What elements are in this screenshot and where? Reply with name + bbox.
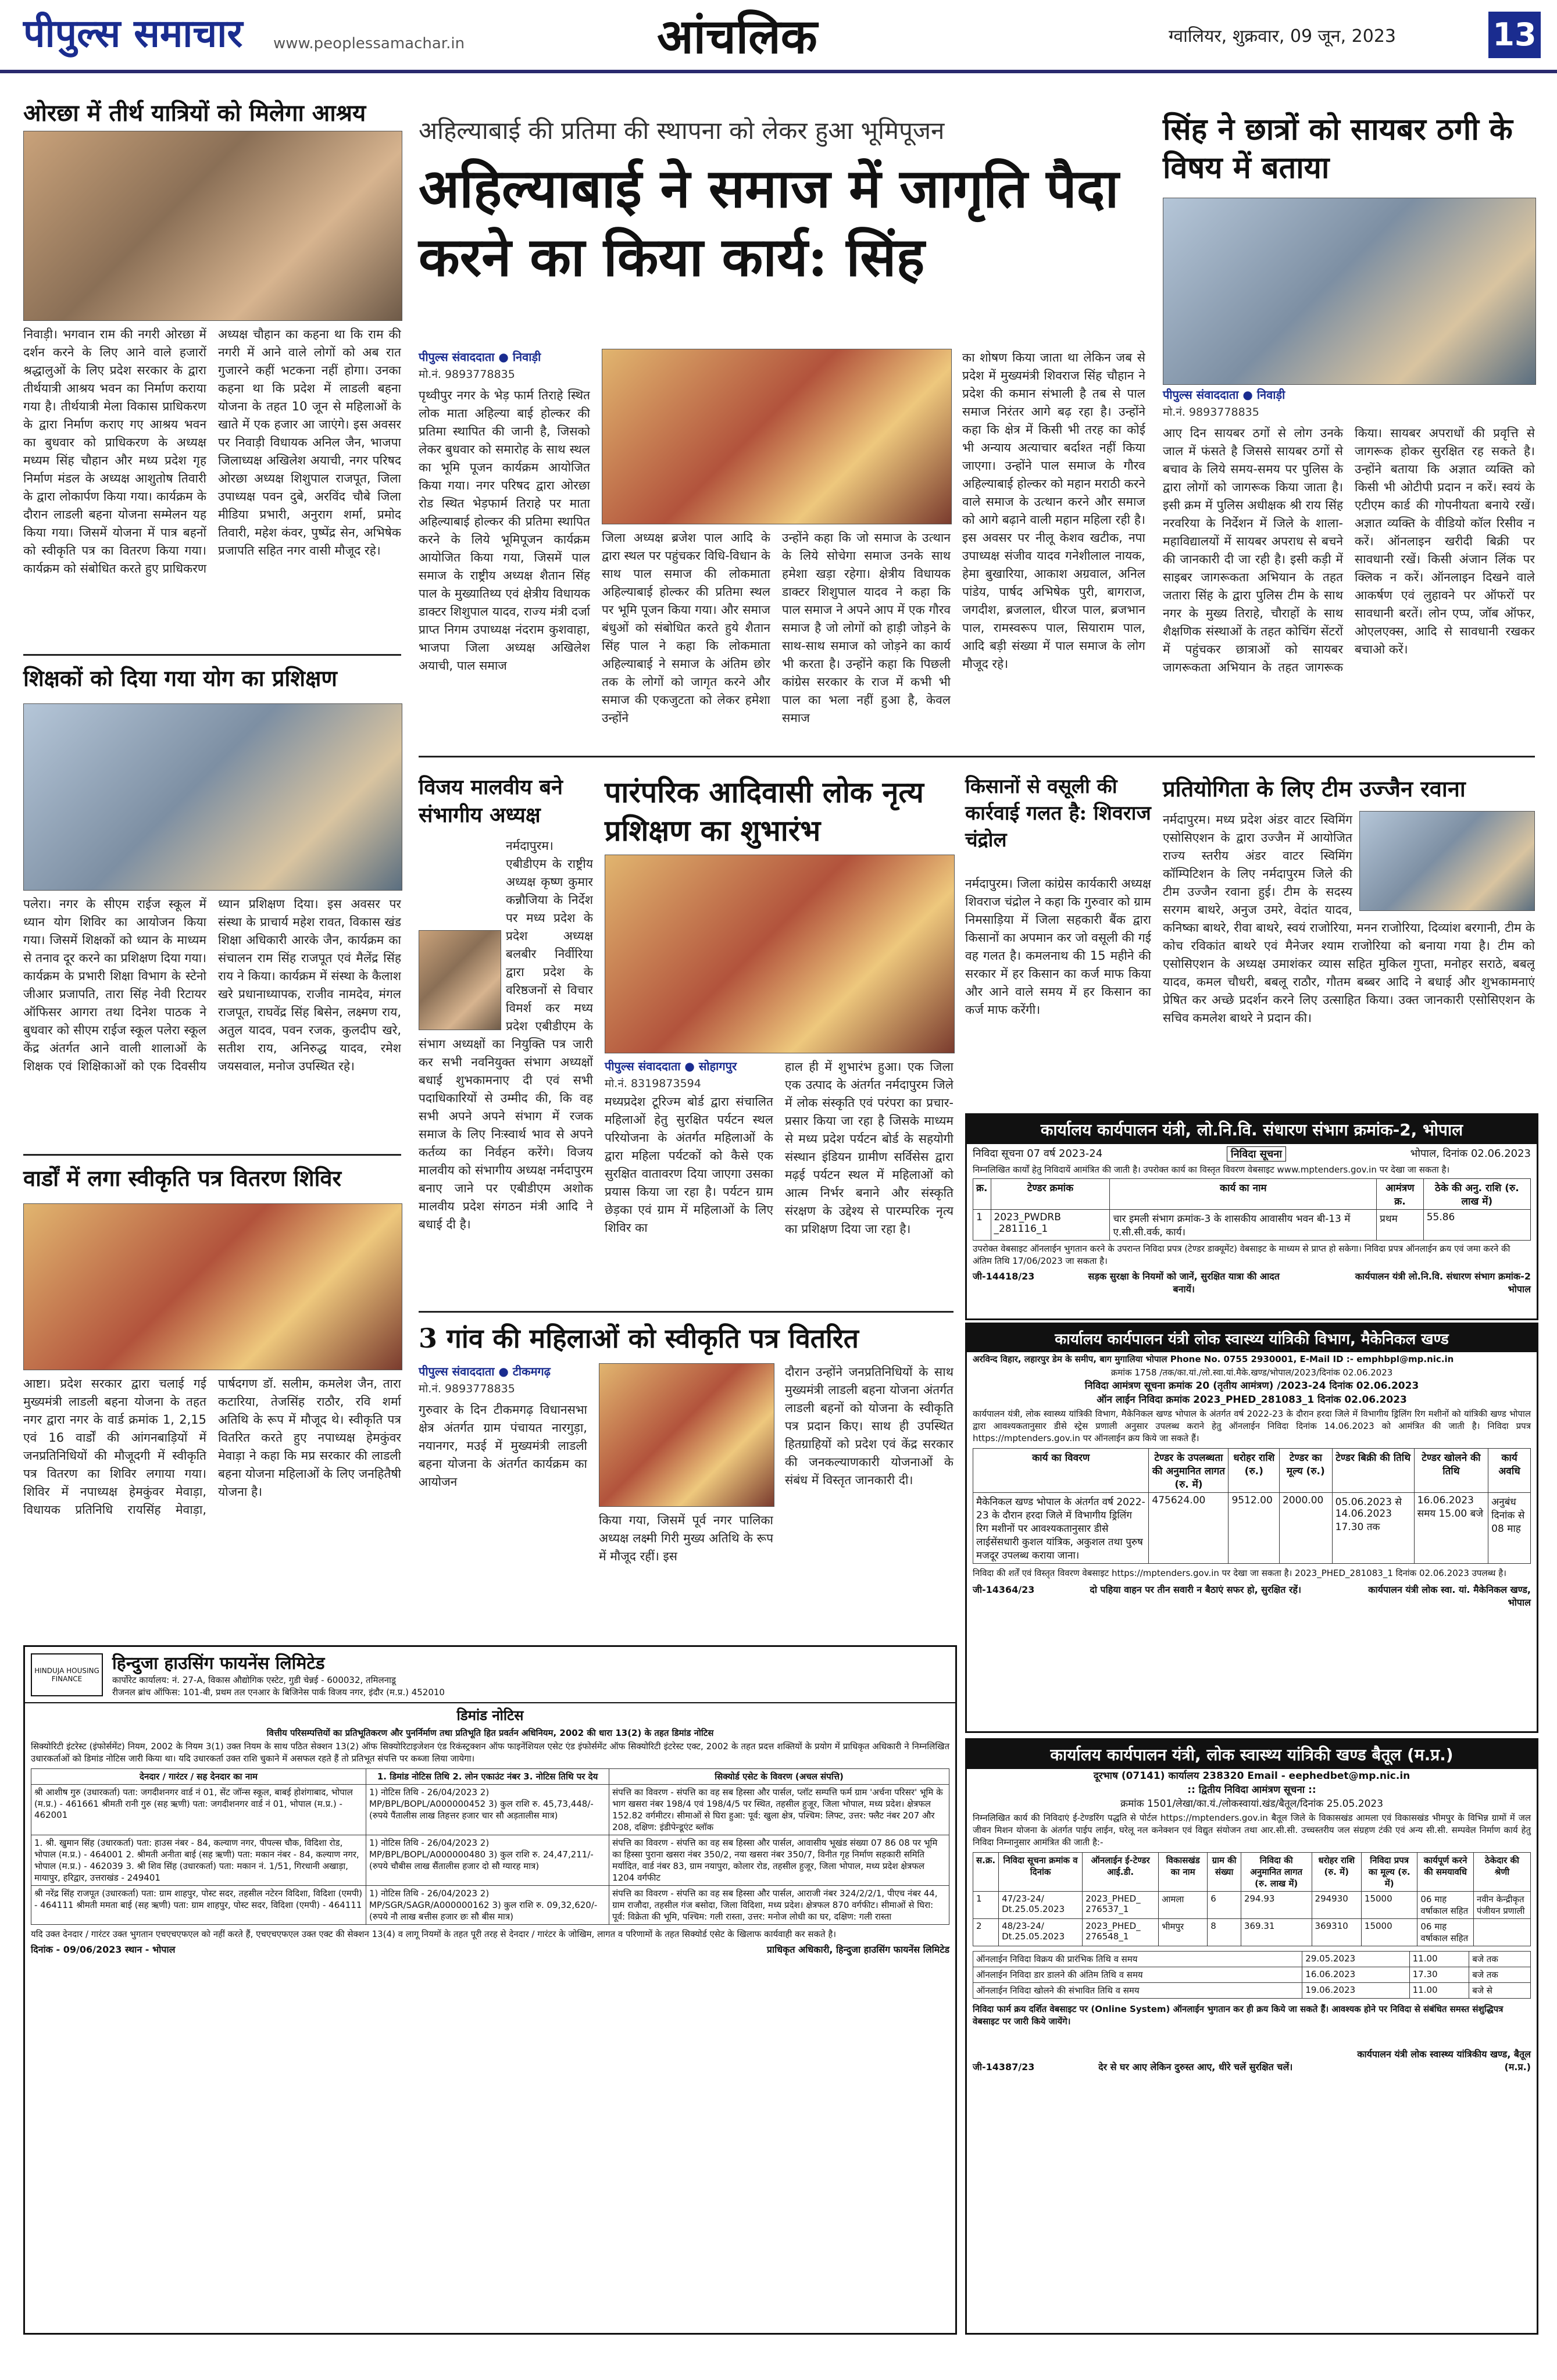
table-cell: 2 [973, 1919, 999, 1946]
table-cell: अनुबंध दिनांक से 08 माह [1488, 1493, 1531, 1564]
orchha-headline: ओरछा में तीर्थ यात्रियों को मिलेगा आश्रय [23, 99, 366, 127]
table-cell: भीमपुर [1159, 1919, 1208, 1946]
table-header-cell: कार्य अवधि [1488, 1449, 1531, 1493]
table-row [973, 1919, 1531, 1946]
table-header-cell: आमंत्रण क्र. [1377, 1179, 1424, 1210]
ujjain-body [1163, 811, 1535, 1105]
ad-place-date: दिनांक - 09/06/2023 स्थान - भोपाल [31, 1944, 176, 1955]
vijay-headline: विजय मालवीय बने संभागीय अध्यक्ष [419, 775, 563, 827]
ad-ref2: निविदा आमंत्रण सूचना क्रमांक 20 (तृतीय आमंत्रण) /2023-24 दिनांक 02.06.2023 [1084, 1380, 1419, 1392]
table-row [973, 1210, 1531, 1241]
ad-title: कार्यालय कार्यपालन यंत्री, लोक स्वास्थ्य यांत्रिकी खण्ड बैतूल (म.प्र.) [967, 1740, 1537, 1769]
table-cell: 16.06.2023 समय 15.00 बजे [1414, 1493, 1488, 1564]
table-cell: आमला [1159, 1892, 1208, 1919]
folk-col2: हाल ही में शुभारंभ हुआ। एक जिला एक उत्पाद के अंतर्गत नर्मदापुरम जिले में लोक संस्कृति एवं परंपरा का प्रचार-प्रसार किया जा रहा है जिसके माध्यम से मध्य प्रदेश पर्यटन बोर्ड के सहयोगी संस्थान इंडियन ग्रामीण सर्विसेस द्वारा मढ़ई पर्यटन स्थल में महिलाओं को आत्म निर्भर बनाने और संस्कृति संरक्षण के उद्देश्य से पारम्परिक नृत्य का प्रशिक्षण दिया जा रहा है। [785, 1060, 954, 1236]
table-header-cell: निविदा की अनुमानित लागत (रु. लाख में) [1241, 1853, 1312, 1892]
cyber-byline: पीपुल्स संवाददाता ● निवाड़ी [1163, 388, 1285, 402]
table-cell: 11.00 [1409, 1983, 1469, 1999]
table-cell: 294930 [1312, 1892, 1361, 1919]
ad-note: निविदा फार्म क्रय दर्शित वेबसाइट पर (Online System) ऑनलाईन भुगतान कर ही क्रय किये जा सकते हैं। आवश्यक होने पर निविदा से संबंधित समस्त संशुद्धिपत्र वेबसाइट पर जारी किये जायेंगे। [973, 2004, 1504, 2027]
table-header-cell: टेण्डर क्रमांक [991, 1179, 1110, 1210]
ad-signatory: कार्यपालन यंत्री लोक स्वा. यां. मैकेनिकल खण्ड, भोपाल [1368, 1584, 1531, 1608]
yoga-body: पलेरा। नगर के सीएम राईज स्कूल में ध्यान योग शिविर का आयोजन किया गया। जिसमें शिक्षकों को ध्यान के माध्यम से तनाव दूर करने का प्रशिक्षण दिया गया। कार्यक्रम के प्रभारी शिक्षा विभाग के स्टेनो जीआर प्रजापति, तारा सिंह नेवी रिटायर ऑफिसर आगरा तथा दिनेश पाठक ने बुधवार को सीएम राईज स्कूल पलेरा स्कूल केंद्र अंतर्गत आने वाली शालाओं के शिक्षक एवं शिक्षिकाओं को एक दिवसीय ध्यान प्रशिक्षण दिया। इस अवसर पर संस्था के प्राचार्य महेश रावत, विकास खंड शिक्षा अधिकारी आरके जैन, कार्यक्रम का संचालन राम सिंह राजपूत एवं मैलेंद्र सिंह राय ने किया। कार्यक्रम में संस्था के कैलाश खरे प्रधानाध्यापक, राजीव नामदेव, मंगल राजपूत, राघवेंद्र सिंह बिसेन, लक्ष्मण राय, अतुल यादव, पवन रजक, कुलदीप खरे, सतीश राय, अनिरुद्ध यादव, रमेश जयसवाल, मनोज उपस्थित रहे। [23, 897, 401, 1073]
wards-photo [23, 1203, 402, 1370]
table-header-cell: स.क्र. [973, 1853, 999, 1892]
table-row [31, 1835, 949, 1886]
wards-headline: वार्डों में लगा स्वीकृति पत्र वितरण शिविर [23, 1165, 342, 1191]
ad-code: जी-14364/23 [973, 1584, 1035, 1595]
dateline: ग्वालियर, शुक्रवार, 09 जून, 2023 [1169, 26, 1397, 47]
ad-intro: निम्नलिखित कार्य की निविदाएं ई-टेण्डरिंग पद्धति से पोर्टल https://mptenders.gov.in बैतूल जिले के विकासखंड आमला एवं विकासखंड भीमपुर के विभिन्न ग्रामों में जल जीवन मिशन योजना के अंतर्गत पाईप लाईन, घरेलू नल कनेक्शन एवं विद्युत संयोजन तथा आर.सी.सी. उच्चस्तरीय जल संग्रहण टंकी एवं अन्य सी.सी. सम्पवेल निर्माण कार्य हेतु निविदा निम्नानुसार आमंत्रित की जाती है:- [973, 1813, 1531, 1847]
kisan-headline: किसानों से वसूली की कार्रवाई गलत है: शिवराज चंद्रोल [965, 775, 1151, 852]
table-cell: चार इमली संभाग क्रमांक-3 के शासकीय आवासीय भवन बी-13 में ए.सी.सी.वर्क, कार्य। [1110, 1210, 1377, 1241]
table-cell: 369310 [1312, 1919, 1361, 1946]
table-header-cell: कार्य का नाम [1110, 1179, 1377, 1210]
table-cell: 11.00 [1409, 1952, 1469, 1967]
table-cell: 15000 [1361, 1892, 1417, 1919]
ad-intro: निम्नलिखित कार्यों हेतु निविदायें आमंत्रित की जाती है। उपरोक्त कार्य का विस्तृत विवरण वेबसाइट www.mptenders.gov.in पर देखा जा सकता है। [973, 1164, 1450, 1175]
table-cell: संपत्ति का विवरण - संपत्ति का वह सब हिस्सा और पार्सल, प्लॉट सम्पत्ति फर्म ग्राम 'अर्चना परिसर' भूमि के भाग खसरा नंबर 198/4 एवं 198/4/5 पर स्थित, तहसील हुजूर, जिला भोपाल, मध्य प्रदेश। क्षेत्रफल 152.82 वर्गमीटर। सीमाओं से घिरा हुआ: पूर्व: खुला क्षेत्र, पश्चिम: लिफ्ट, उत्तर: फ्लैट नंबर 207 और 208, दक्षिण: इंडीपेन्डूएंट ब्लॉक [609, 1785, 949, 1835]
ad-table [31, 1768, 949, 1925]
section-title: आंचलिक [657, 9, 817, 65]
table-row [973, 1952, 1531, 1967]
ad-signatory: कार्यपालन यंत्री लोक स्वास्थ्य यांत्रिकीय खण्ड, बैतूल (म.प्र.) [1357, 2049, 1531, 2072]
ad-ref: निविदा सूचना 07 वर्ष 2023-24 [973, 1148, 1103, 1160]
ad-slogan: सड़क सुरक्षा के नियमों को जानें, सुरक्षित यात्रा की आदत बनायें। [1088, 1271, 1280, 1295]
ad-date: भोपाल, दिनांक 02.06.2023 [1410, 1148, 1531, 1160]
table-cell: 6 [1208, 1892, 1241, 1919]
table-header-cell: कार्यपूर्ण करने की समयावधि [1417, 1853, 1473, 1892]
table-header-cell: टेण्डर के उपलब्धता की अनुमानित लागत (रु. में) [1149, 1449, 1229, 1493]
table-row [973, 1892, 1531, 1919]
hinduja-demand-notice [23, 1645, 957, 2335]
ad-company: हिन्दुजा हाउसिंग फायनेंस लिमिटेड [112, 1653, 325, 1674]
table-header-cell: 1. डिमांड नोटिस तिथि 2. लोन एकाउंट नंबर 3. नोटिस तिथि पर देय [366, 1769, 609, 1785]
table-cell [1473, 1919, 1530, 1946]
ujjain-text: नर्मदापुरम। मध्य प्रदेश अंडर वाटर स्विमिंग एसोसिएशन के द्वारा उज्जैन में आयोजित राज्य स्तरीय अंडर वाटर स्विमिंग कॉम्पिटिशन के लिए नर्मदापुरम जिले की टीम उज्जैन रवाना हुई। टीम के सदस्य सरगम बाथरे, अनुज उमरे, वेदांत यादव, कनिष्का बाथरे, रीवा बाथरे, स्वयं राजोरिया, मनन राजोरिया, दिव्यांश बरगानी, टीम के कोच रविकांत बाथरे एवं मैनेजर श्याम राजोरिया को बनाया गया है। टीम को एसोसिएशन के अध्यक्ष उमाशंकर व्यास सहित मुकिल गुप्ता, मनोहर सराठे, बबलू यादव, कमल चौधरी, बबलू राठौर, गौतम बब्बर आदि ने बधाई और शुभकामनाएं प्रेषित कर अच्छे प्रदर्शन करने लिए उत्साहित किया। उक्त जानकारी एसोसिएशन के सचिव कमलेश बाथरे ने प्रदान की। [1163, 813, 1535, 1025]
page-number: 13 [1488, 12, 1541, 58]
ad-title: कार्यालय कार्यपालन यंत्री लोक स्वास्थ्य यांत्रिकी विभाग, मैकेनिकल खण्ड [967, 1324, 1537, 1352]
ad-notice-sub: वित्तीय परिसम्पत्तियों का प्रतिभूतिकरण और पुनर्निर्माण तथा प्रतिभूति हित प्रवर्तन अधिनियम, 2002 की धारा 13(2) के तहत डिमांड नोटिस [266, 1728, 714, 1738]
table-cell: 06 माह वर्षाकाल सहित [1417, 1892, 1473, 1919]
tender-ad-pwd-bhopal [965, 1113, 1538, 1320]
table-cell: 47/23-24/ Dt.25.05.2023 [999, 1892, 1083, 1919]
table-header-cell: धरोहर राशि (रु. में) [1312, 1853, 1361, 1892]
ahilya-headline: अहिल्याबाई ने समाज में जागृति पैदा करने का किया कार्य: सिंह [419, 157, 1119, 288]
table-cell: 2000.00 [1280, 1493, 1333, 1564]
table-header-cell: टेण्डर का मूल्य (रु.) [1280, 1449, 1333, 1493]
ad-table [973, 1448, 1531, 1564]
ahilya-col1: पृथ्वीपुर नगर के भेड़ फार्म तिराहे स्थित लोक माता अहिल्या बाई होल्कर की प्रतिमा स्थापित की जानी है, जिसको लेकर बुधवार को समारोह के साथ स्थल का भूमि पूजन कार्यक्रम आयोजित किया गया। नगर परिषद द्वारा ओरछा रोड स्थित भेड़फार्म तिराहे पर माता अहिल्याबाई होल्कर की प्रतिमा स्थापित करने के लिये भूमिपूजन कार्यक्रम आयोजित किया गया, जिसमें पाल समाज के राष्ट्रीय अध्यक्ष शैतान सिंह पाल के मुख्यातिथ्य एवं क्षेत्रीय विधायक डाक्टर शिशुपाल यादव, राज्य मंत्री दर्जा प्राप्त निगम उपाध्यक्ष नंदराम कुशवाहा, भाजपा जिला अध्यक्ष अखिलेश अयाची, पाल समाज [419, 388, 590, 673]
ahilya-col4: का शोषण किया जाता था लेकिन जब से प्रदेश में मुख्यमंत्री शिवराज सिंह चौहान ने प्रदेश की कमान संभाली है तब से पाल समाज निरंतर आगे बढ़ रहा है। उन्होंने कहा कि क्षेत्र में किसी भी तरह का कोई भी अन्याय अत्याचार बर्दाश्त नहीं किया जाएगा। उन्होंने पाल समाज के गौरव अहिल्याबाई होल्कर को महान मराठी करने वाले समाज के उत्थान करने और समाज को आगे बढ़ाने वाली महान महिला रही है। इस अवसर पर नीलू केशव खटीक, नपा उपाध्यक्ष संजीव यादव गनेशीलाल नायक, हेमा बुखारिया, आकाश अग्रवाल, अनिल पांडेय, पार्षद अभिषेक पुरी, बागराज, जगदीश, ब्रजलाल, धीरज पाल, ब्रजभान पाल, रामस्वरूप पाल, सियाराम पाल, आदि बड़ी संख्या में पाल समाज के लोग मौजूद रहे। [962, 351, 1145, 671]
newspaper-logo: पीपुल्स समाचार [23, 10, 243, 56]
table-row [973, 1493, 1531, 1564]
table-header-cell: धरोहर राशि (रु.) [1229, 1449, 1280, 1493]
table-cell: 1 [973, 1892, 999, 1919]
ad-contact: दूरभाष (07141) कार्यालय 238320 Email - eephedbet@mp.nic.in [1093, 1770, 1410, 1782]
table-cell: ऑनलाईन निविदा खोलने की संभावित तिथि व समय [973, 1983, 1302, 1999]
ad-slogan: देर से घर आए लेकिन दुरुस्त आए, धीरे चलें सुरक्षित चलें। [1098, 2061, 1293, 2072]
table-cell: बजे तक [1469, 1952, 1531, 1967]
folk-byline: पीपुल्स संवाददाता ● सोहागपुर [605, 1059, 737, 1073]
portrait-spacer [419, 837, 506, 1035]
ad-signatory: प्राधिकृत अधिकारी, हिन्दुजा हाउसिंग फायनेंस लिमिटेड [766, 1944, 949, 1955]
table-cell: 06 माह वर्षाकाल सहित [1417, 1919, 1473, 1946]
table-cell: 16.06.2023 [1302, 1967, 1409, 1983]
table-cell: मैकेनिकल खण्ड भोपाल के अंतर्गत वर्ष 2022-23 के दौरान हरदा जिले में विभागीय ड्रिलिंग रिग मशीनों पर आवश्यकतानुसार डीसे लाईसेंसधारी कुशल यांत्रिक, अकुशल तथा पुरुष मजदूर उपलब्ध कराया जाना। [973, 1493, 1149, 1564]
ad-table [973, 1178, 1531, 1241]
ad-signatory: कार्यपालन यंत्री लो.नि.वि. संधारण संभाग क्रमांक-2 भोपाल [1355, 1271, 1531, 1295]
ad-address: अरविन्द विहार, लहारपुर डेम के समीप, बाग मुगालिया भोपाल Phone No. 0755 2930001, E-Mail ID :- emphbpl@mp.nic.in [973, 1354, 1454, 1364]
ad-intro: कार्यपालन यंत्री, लोक स्वास्थ्य यांत्रिकी विभाग, मैकेनिकल खण्ड भोपाल के अंतर्गत वर्ष 2022-23 के दौरान हरदा जिले में विभागीय ड्रिलिंग रिग मशीनों को यांत्रिकी खण्ड भोपाल द्वारा आवश्यकतानुसार डीसे स्ट्रेस प्रणाली अनुसार उपलब्ध कराने हेतु ऑनलाईन निविदा दिनांक 14.06.2023 को आमंत्रित की जाती है। निविदा प्रपत्र https://mptenders.gov.in पर ऑनलाईन क्रय किये जा सकते हैं। [973, 1409, 1531, 1443]
folk-headline: पारंपरिक आदिवासी लोक नृत्य प्रशिक्षण का शुभारंभ [605, 775, 924, 848]
table-row [31, 1785, 949, 1835]
vijay-body [419, 837, 593, 1302]
website-url[interactable]: www.peoplessamachar.in [273, 35, 465, 52]
table-header-cell: कार्य का विवरण [973, 1449, 1149, 1493]
table-cell: प्रथम [1377, 1210, 1424, 1241]
table-cell: संपत्ति का विवरण - संपत्ति का वह सब हिस्सा और पार्सल, आराजी नंबर 324/2/2/1, पीएच नंबर 44, ग्राम राजौदा, तहसील गंज बसोदा, जिला विदिशा, मध्य प्रदेश। क्षेत्रफल 870 वर्गफीट। सीमाओं से घिरा: पूर्व: विक्रेता की भूमि, पश्चिम: गली रास्ता, उत्तर: मनोज लोधी का घर, दक्षिण: गली रास्ता [609, 1886, 949, 1925]
table-header-cell: टेण्डर खोलने की तिथि [1414, 1449, 1488, 1493]
ad-table [973, 1852, 1531, 1946]
ad-ref: क्रमांक 1501/लेखा/का.यं./लोकस्वायां.खंड/बैतूल/दिनांक 25.05.2023 [1120, 1798, 1384, 1810]
table-cell: 475624.00 [1149, 1493, 1229, 1564]
ad-code: जी-14387/23 [973, 2061, 1035, 2072]
table-cell: 48/23-24/ Dt.25.05.2023 [999, 1919, 1083, 1946]
ahilya-photo [602, 349, 952, 524]
ad-closing: यदि उक्त देनदार / गारंटर उक्त भुगतान एचएचएफएल को नहीं करते हैं, एचएचएफएल उक्त एक्ट की सेक्शन 13(4) व लागू नियमों के तहत पूरी तरह से देनदार / गारंटर के जोखिम, लागत व परिणामों के तहत सिक्योर्ड एसेट के खिलाफ कार्यवाही कर सकते है। [31, 1929, 837, 1939]
divider [23, 1154, 401, 1156]
table-cell: संपत्ति का विवरण - संपत्ति का वह सब हिस्सा और पार्सल, आवासीय भूखंड संख्या 07 86 08 पर भूमि का हिस्सा पुराना खसरा नंबर 350/2, नया खसरा नंबर 350/7, विनीत गृह निर्माण सहकारी समिति मर्यादित, वार्ड नंबर 83, ग्राम नयापुरा, कोलार रोड, तहसील हुजूर, जिला भोपाल, मध्य प्रदेश क्षेत्रफल 1204 वर्गफीट [609, 1835, 949, 1886]
cyber-mobile: मो.नं. 9893778835 [1163, 406, 1259, 419]
table-cell: 2023_PHED_ 276548_1 [1083, 1919, 1159, 1946]
table-cell: 1) नोटिस तिथि - 26/04/2023 2) MP/SGR/SAGR/A000000162 3) कुल राशि रु. 09,32,620/- (रुपये नौ लाख बत्तीस हजार छः सौ बीस मात्र) [366, 1886, 609, 1925]
table-row [973, 1983, 1531, 1999]
village-col2: किया गया, जिसमें पूर्व नगर पालिका अध्यक्ष लक्ष्मी गिरी मुख्य अतिथि के रूप में मौजूद रहीं। इस [599, 1513, 773, 1563]
village-mobile: मो.नं. 9893778835 [419, 1382, 515, 1395]
table-cell: श्री आशीष गुरु (उधारकर्ता) पता: जगदीशनगर वार्ड नं 01, सेंट जॉन्स स्कूल, बाबई होशंगाबाद, भोपाल (म.प्र.) - 461661 श्रीमती रानी गुरु (सह ऋणी) पता: जगदीशनगर वार्ड नं 01, भोपाल (म.प्र.) - 462001 [31, 1785, 366, 1835]
divider [23, 654, 401, 656]
table-cell: 8 [1208, 1919, 1241, 1946]
folk-mobile: मो.नं. 8319873594 [605, 1077, 701, 1090]
yoga-headline: शिक्षकों को दिया गया योग का प्रशिक्षण [23, 665, 337, 691]
ahilya-col3: उन्होंने कहा कि जो समाज के उत्थान के लिये सोचेगा समाज उनके साथ हमेशा खड़ा रहेगा। क्षेत्रीय विधायक डाक्टर शिशुपाल यादव ने कहा कि पाल समाज ने अपने आप में एक गौरव समाज है जो लोगों को हाड़ी जोड़ने के साथ-साथ समाज को जोड़ने का कार्य भी करता है। उन्होंने कहा कि पिछली कांग्रेस सरकार के राज में कभी भी पाल का भला नहीं हुआ है, केवल समाज [782, 531, 951, 725]
table-cell: 19.06.2023 [1302, 1983, 1409, 1999]
ad-note: उपरोक्त वेबसाइट ऑनलाईन भुगतान करने के उपरान्त निविदा प्रपत्र (टेण्डर डाक्यूमेंट) वेबसाइट के माध्यम से प्राप्त हो सकेगा। निविदा प्रपत्र ऑनलाईन क्रय एवं जमा करने की अंतिम तिथि 17/06/2023 जा सकता है। [973, 1243, 1510, 1266]
table-cell: 1) नोटिस तिथि - 26/04/2023 2) MP/BPL/BOPL/A000000480 3) कुल राशि रु. 24,47,211/- (रुपये चौबीस लाख सैंतालीस हजार दो सौ ग्यारह मात्र) [366, 1835, 609, 1886]
orchha-body: निवाड़ी। भगवान राम की नगरी ओरछा में दर्शन करने के लिए आने वाले हजारों श्रद्धालुओं के लिए प्रदेश सरकार के द्वारा तीर्थयात्री आश्रय भवन का निर्माण कराया गया है। तीर्थयात्री मेला विकास प्राधिकरण के द्वारा निर्माण कराए गए आश्रय भवन का बुधवार को प्राधिकरण के अध्यक्ष मध्यम सिंह चौहान और मध्य प्रदेश गृह निर्माण मंडल के अध्यक्ष आशुतोष तिवारी के द्वारा लोकार्पण किया गया। कार्यक्रम के दौरान लाडली बहना योजना सम्मेलन यह किया गया। जिसमें योजना में पात्र बहनों को स्वीकृति पत्र का वितरण किया गया। कार्यक्रम को संबोधित करते हुए प्राधिकरण अध्यक्ष चौहान का कहना था कि राम की नगरी में आने वाले लोगों को अब रात गुजारने कहीं भटकना नहीं होगा। उनका कहना था कि प्रदेश में लाडली बहना योजना के तहत 10 जून से महिलाओं के खाते में एक हजार आ जाएंगे। इस अवसर पर निवाड़ी विधायक अनिल जैन, भाजपा जिलाध्यक्ष अखिलेश अयाची, नगर परिषद ओरछा अध्यक्ष शिशुपाल राजपूत, जिला उपाध्यक्ष पवन दुबे, अरविंद चौबे जिला मीडिया प्रभारी, अनुराग शर्मा, प्रमोद तिवारी, महेश कंवर, पुष्पेंद्र सेन, अभिषेक प्रजापति सहित नगर वासी मौजूद रहे। [23, 327, 401, 576]
table-header-cell: ऑनलाईन ई-टेण्डर आई.डी. [1083, 1853, 1159, 1892]
table-cell: बजे से [1469, 1983, 1531, 1999]
table-header-cell: विकासखंड का नाम [1159, 1853, 1208, 1892]
divider [419, 756, 1535, 757]
vijay-text: नर्मदापुरम। एबीडीएम के राष्ट्रीय अध्यक्ष कृष्ण कुमार कन्नौजिया के निर्देश पर मध्य प्रदेश के प्रदेश अध्यक्ष बलबीर निर्वीरिया द्वारा प्रदेश के वरिष्ठजनों से विचार विमर्श कर मध्य प्रदेश एबीडीएम के संभाग अध्यक्षों का नियुक्ति पत्र जारी कर सभी नवनियुक्त संभाग अध्यक्षों बधाई शुभकामनाए दी एवं सभी पदाधिकारियों से उम्मीद की, कि वह सभी अपने अपने संभाग में रजक समाज के लिए निःस्वार्थ भाव से अपने कर्तव्य का निर्वहन करेंगे। विजय मालवीय को संभागीय अध्यक्ष नर्मदापुरम बनाए जाने पर एबीडीएम अशोक मालवीय प्रदेश संगठन मंत्री आदि ने बधाई दी है। [419, 839, 593, 1231]
ad-ref3: ऑन लाईन निविदा क्रमांक 2023_PHED_281083_1 दिनांक 02.06.2023 [1097, 1394, 1407, 1406]
table-cell: 1. श्री. खुमान सिंह (उधारकर्ता) पता: हाउस नंबर - 84, कल्याण नगर, पीपल्स चौक, विदिशा रोड, भोपाल (म.प्र.) - 464001 2. श्रीमती अनीता बाई (सह ऋणी) पता: मकान नंबर - 84, कल्याण नगर, भोपाल (म.प्र.) - 462039 3. श्री शिव सिंह (उधारकर्ता) पता: मकान नं. 1/51, गिरधानी अखाड़ा, मायापुर, हरिद्वार, उत्तराखंड - 249401 [31, 1835, 366, 1886]
table-cell: 05.06.2023 से 14.06.2023 17.30 तक [1332, 1493, 1414, 1564]
village-photo [599, 1363, 774, 1507]
yoga-photo [23, 703, 402, 891]
ahilya-mobile: मो.नं. 9893778835 [419, 368, 515, 381]
ad-notice-title: डिमांड नोटिस [456, 1707, 524, 1724]
table-cell: 15000 [1361, 1919, 1417, 1946]
village-byline: पीपुल्स संवाददाता ● टीकमगढ़ [419, 1364, 551, 1378]
table-header-cell: ठेकेदार की श्रेणी [1473, 1853, 1530, 1892]
wards-body: आष्टा। प्रदेश सरकार द्वारा चलाई गई मुख्यमंत्री लाडली बहना योजना के तहत नगर द्वारा नगर के वार्ड क्रमांक 1, 2,15 एवं 16 वार्डों की आंगनबाड़ियों में जनप्रतिनिधियों की मौजूदगी में स्वीकृति पत्र वितरण का शिविर लगाया गया। शिविर में नपाध्यक्ष हेमकुंवर मेवाड़ा, विधायक प्रतिनिधि रायसिंह मेवाड़ा, पार्षदगण डॉ. सलीम, कमलेश जैन, तारा कटारिया, तेजसिंह राठौर, रवि शर्मा अतिथि के रूप में मौजूद थे। स्वीकृति पत्र वितरित करते हुए नपाध्यक्ष हेमकुंवर मेवाड़ा ने कहा कि मप्र सरकार की लाडली बहना योजना महिलाओं के लिए जनहितैषी योजना है। [23, 1377, 401, 1517]
folk-photo [605, 855, 955, 1053]
ujjain-photo [1359, 811, 1535, 911]
cyber-body: आए दिन सायबर ठगों से लोग उनके जाल में फंसते है जिससे सायबर ठगों से बचाव के लिये समय-समय पर पुलिस के द्वारा लोगों को जागरूक किया जाता है। इसी क्रम में पुलिस अधीक्षक श्री राय सिंह नरवरिया के निर्देशन में जिले के शाला-महाविद्यालयों में सायबर अपराध से बचने की जानकारी दी जा रही है। इसी कड़ी में साइबर जागरूकता अभियान के तहत जतारा सिंह के द्वारा पुलिस टीम के साथ नगर के मुख्य तिराहे, चौराहों के साथ शैक्षणिक संस्थाओं के तहत कोचिंग सेंटरों में पहुंचकर छात्राओं को सायबर जागरूकता अभियान के तहत जागरूक किया। सायबर अपराधों की प्रवृत्ति से जागरूक होकर सुरक्षित रह सकते है। उन्होंने बताया कि अज्ञात व्यक्ति को किसी भी ओटीपी प्रदान न करें। स्वयं के एटीएम कार्ड की गोपनीयता बनाये रखें। अज्ञात व्यक्ति के वीडियो कॉल रिसीव न करें। ऑनलाइन खरीदी बिक्री पर सावधानी रखें। किसी अंजान लिंक पर क्लिक न करें। ऑनलाइन दिखने वाले आकर्षण एवं लुहावने पर ऑफरों पर सावधानी बरतें। लोन एप्प, जॉब ऑफर, ओएलएक्स, आदि से सावधानी रखकर बचाओ करें। [1163, 426, 1535, 674]
table-cell: 369.31 [1241, 1919, 1312, 1946]
kisan-body: नर्मदापुरम। जिला कांग्रेस कार्यकारी अध्यक्ष शिवराज चंद्रोल ने कहा कि गुरुवार को ग्राम निमसाड़िया में जिला सहकारी बैंक द्वारा किसानों का अपमान कर जो वसूली की गई वह गलत है। कमलनाथ की 15 महीने की सरकार में हर किसान का कर्ज माफ किया और आने वाले समय में हर किसान का कर्ज माफ करेंगी। [965, 877, 1151, 1017]
ahilya-byline: पीपुल्स संवाददाता ● निवाड़ी [419, 350, 541, 364]
tender-ad-phe-betul [965, 1738, 1538, 2335]
ad-note: निविदा की शर्तें एवं विस्तृत विवरण वेबसाइट https://mptenders.gov.in पर देखा जा सकता है। 2023_PHED_281083_1 दिनांक 02.06.2023 उपलब्ध है। [973, 1568, 1506, 1578]
ahilya-kicker: अहिल्याबाई की प्रतिमा की स्थापना को लेकर हुआ भूमिपूजन [419, 116, 945, 145]
table-cell: 55.86 [1423, 1210, 1530, 1241]
tender-ad-phe-bhopal [965, 1323, 1538, 1733]
village-headline: 3 गांव की महिलाओं को स्वीकृति पत्र वितरित [419, 1323, 859, 1354]
table-header-cell: देनदार / गारंटर / सह देनदार का नाम [31, 1769, 366, 1785]
table-cell: 9512.00 [1229, 1493, 1280, 1564]
village-col3: दौरान उन्होंने जनप्रतिनिधियों के साथ मुख्यमंत्री लाडली बहना योजना अंतर्गत लाडली बहनों को योजना के स्वीकृति पत्र प्रदान किए। साथ ही उपस्थित हितग्राहियों को प्रदेश एवं केंद्र सरकार की जनकल्याणकारी योजनाओं के संबंध में विस्तृत जानकारी दी। [785, 1365, 954, 1487]
cyber-headline: सिंह ने छात्रों को सायबर ठगी के विषय में बताया [1163, 112, 1513, 185]
table-cell: नवीन केन्द्रीकृत पंजीयन प्रणाली [1473, 1892, 1530, 1919]
table-cell: 1 [973, 1210, 991, 1241]
ad-subtitle: निविदा सूचना [1227, 1146, 1286, 1162]
table-cell: ऑनलाईन निविदा डार डालने की अंतिम तिथि व समय [973, 1967, 1302, 1983]
ujjain-headline: प्रतियोगिता के लिए टीम उज्जैन रवाना [1163, 776, 1466, 802]
ad-address1: कार्पोरेट कार्यालय: नं. 27-A, विकास औद्योगिक एस्टेट, गुडी चेन्नई - 600032, तमिलनाडू [112, 1675, 396, 1685]
table-cell: 2023_PHED_ 276537_1 [1083, 1892, 1159, 1919]
ad-slogan: दो पहिया वाहन पर तीन सवारी न बैठाएं सफर हो, सुरक्षित रहें। [1090, 1584, 1302, 1595]
ad-dates-table [973, 1951, 1531, 1999]
ad-address2: रीजनल ब्रांच ऑफिस: 101-बी, प्रथम तल एनआर के बिजिनेस पार्क विजय नगर, इंदौर (म.प्र.) 452010 [112, 1687, 445, 1698]
table-cell: ऑनलाईन निविदा विक्रय की प्रारंभिक तिथि व समय [973, 1952, 1302, 1967]
table-cell: 1) नोटिस तिथि - 26/04/2023 2) MP/BPL/BOPL/A000000452 3) कुल राशि रु. 45,73,448/- (रुपये पैंतालीस लाख तिहत्तर हजार चार सौ अड़तालीस मात्र) [366, 1785, 609, 1835]
ad-notice: :: द्वितीय निविदा आमंत्रण सूचना :: [1187, 1784, 1316, 1796]
table-row [973, 1967, 1531, 1983]
table-cell: 29.05.2023 [1302, 1952, 1409, 1967]
table-header-cell: निविदा सूचना क्रमांक व दिनांक [999, 1853, 1083, 1892]
table-cell: बजे तक [1469, 1967, 1531, 1983]
folk-col1: मध्यप्रदेश टूरिज्म बोर्ड द्वारा संचालित महिलाओं हेतु सुरक्षित पर्यटन स्थल परियोजना के अंतर्गत महिलाओं के द्वारा महिला पर्यटकों को कैसे एक सुरक्षित वातावरण दिया जाएगा उसका प्रयास किया जा रहा है। पर्यटन ग्राम छेड़का एवं ग्राम में महिलाओं के लिए शिविर का [605, 1095, 773, 1235]
ahilya-col2: जिला अध्यक्ष ब्रजेश पाल आदि के द्वारा स्थल पर पहुंचकर विधि-विधान के साथ पाल समाज की लोकमाता अहिल्याबाई होल्कर की प्रतिमा स्थल पर भूमि पूजन किया गया। और समाज बंधुओं को संबोधित करते हुये शैतान सिंह पाल ने कहा कि लोकमाता अहिल्याबाई ने समाज के अंतिम छोर तक के लोगों को जागृत करने और समाज की एकजुटता को लेकर हमेशा उन्होंने [602, 531, 770, 725]
orchha-photo [23, 131, 402, 321]
table-cell: 17.30 [1409, 1967, 1469, 1983]
table-row [31, 1886, 949, 1925]
table-header-cell: क्र. [973, 1179, 991, 1210]
table-cell: श्री नरेंद्र सिंह राजपूत (उधारकर्ता) पता: ग्राम शाहपुर, पोस्ट सदर, तहसील नटेरन विदिशा, विदिशा (एमपी) - 464111 श्रीमती ममता बाई (सह ऋणी) पता: ग्राम शाहपुर, पोस्ट सदर, विदिशा (एमपी) - 464111 [31, 1886, 366, 1925]
table-header-cell: सिक्योर्ड एसेट के विवरण (अचल संपत्ति) [609, 1769, 949, 1785]
hinduja-logo: HINDUJA HOUSING FINANCE [31, 1653, 103, 1696]
ad-ref1: क्रमांक 1758 /तक/का.यां./लो.स्वा.यां.मैके.खण्ड/भोपाल/2023/दिनांक 02.06.2023 [1110, 1367, 1393, 1378]
table-header-cell: निविदा प्रपत्र का मूल्य (रु. में) [1361, 1853, 1417, 1892]
village-col1: गुरुवार के दिन टीकमगढ़ विधानसभा क्षेत्र अंतर्गत ग्राम पंचायत नारगुड़ा, नयानगर, मउई में मुख्यमंत्री लाडली बहना योजना के अंतर्गत कार्यक्रम का आयोजन [419, 1403, 587, 1489]
divider [419, 1311, 954, 1313]
ad-code: जी-14418/23 [973, 1271, 1035, 1282]
ad-intro: सिक्योरिटी इंटरेस्ट (इंफोर्समेंट) नियम, 2002 के नियम 3(1) उक्त नियम के साथ पठित सेक्शन 13(2) ऑफ सिक्योरिटाइजेशन एंड रिकंस्ट्रक्शन ऑफ फाइनेंशियल एसेट एंड इंफोर्समेंट ऑफ सिक्योरिटी इंटरेस्ट एक्ट, 2002 के तहत प्रदत्त शक्तियों के प्रयोग में प्राधिकृत अधिकारी ने निम्नलिखित उधारकर्ताओं को डिमांड नोटिस जारी किया था। यदि उधारकर्ता उक्त राशि चुकाने में असफल रहते हैं तो प्रतिभूत संपत्ति पर कब्जा लिया जायेगा। [31, 1741, 949, 1764]
table-cell: 294.93 [1241, 1892, 1312, 1919]
ad-title: कार्यालय कार्यपालन यंत्री, लो.नि.वि. संधारण संभाग क्रमांक-2, भोपाल [967, 1115, 1537, 1144]
table-header-cell: ग्राम की संख्या [1208, 1853, 1241, 1892]
cyber-photo [1163, 198, 1536, 385]
table-header-cell: ठेके की अनु. राशि (रु. लाख में) [1423, 1179, 1530, 1210]
table-cell: 2023_PWDRB _281116_1 [991, 1210, 1110, 1241]
table-header-cell: टेण्डर बिक्री की तिथि [1332, 1449, 1414, 1493]
